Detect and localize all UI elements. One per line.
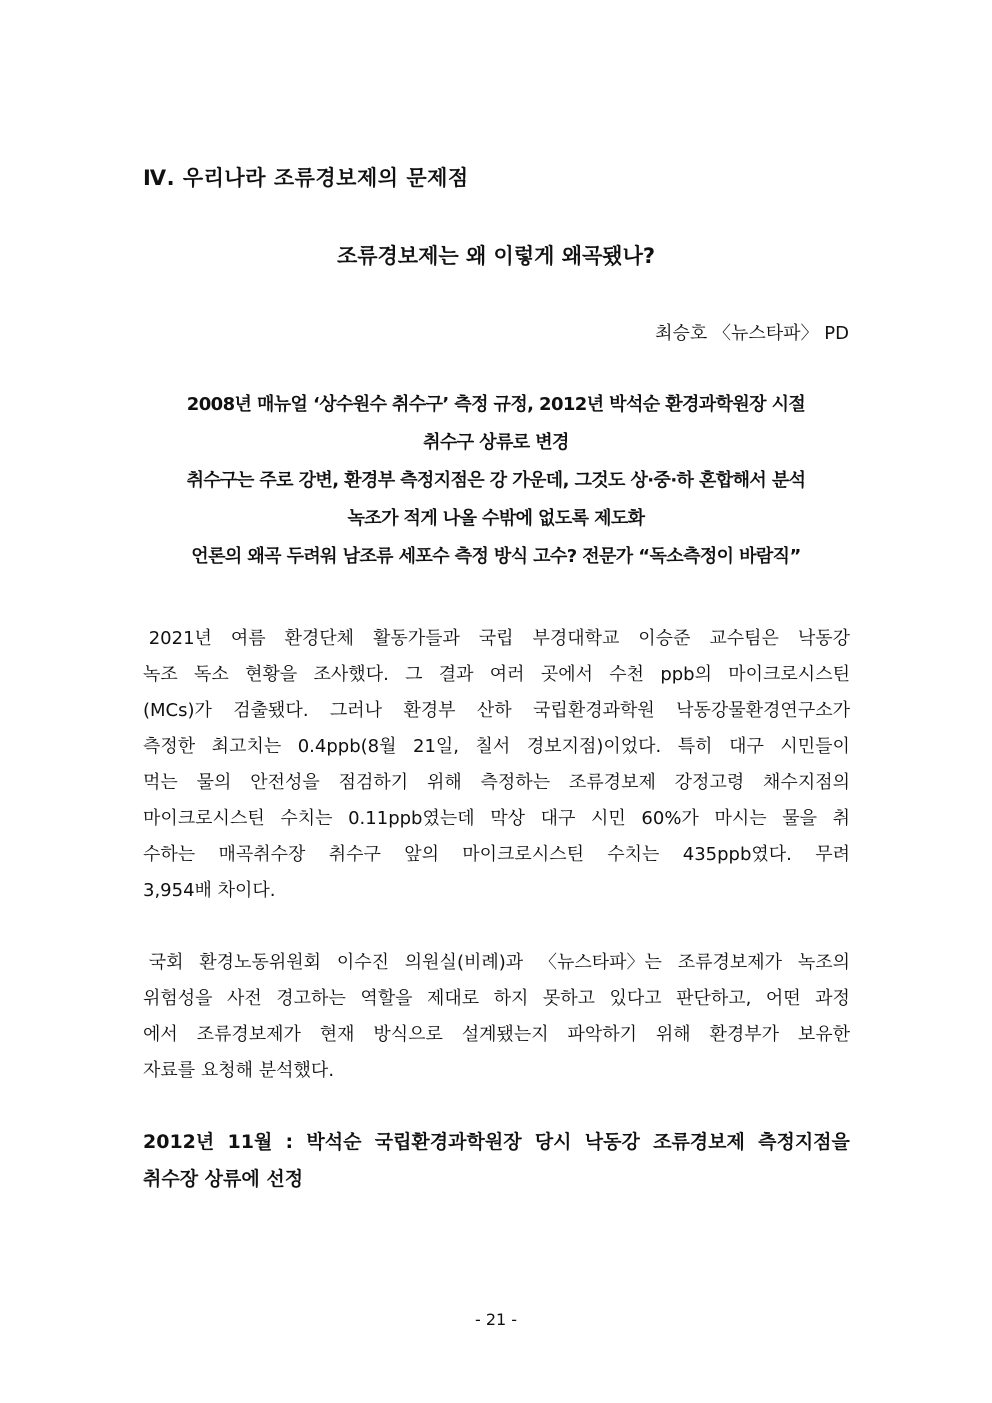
word: 11월	[227, 1131, 273, 1153]
section-heading: Ⅳ. 우리나라 조류경보제의 문제점	[143, 166, 469, 190]
word: 역할을	[360, 988, 413, 1009]
word: 먹는	[143, 772, 178, 793]
word: 에서	[143, 1024, 178, 1045]
body-paragraph-2	[143, 948, 850, 1092]
word: 마이크로시스틴	[728, 664, 850, 685]
word: 녹조	[143, 664, 178, 685]
word: 환경노동위원회	[199, 952, 322, 973]
summary-line: 취수구는 주로 강변, 환경부 측정지점은 강 가운데, 그것도 상·중·하 혼합해서 분석	[186, 470, 806, 491]
word: 수치는	[280, 808, 333, 829]
word: 당시	[534, 1131, 572, 1153]
word: 시민	[591, 808, 626, 829]
subheading	[143, 1127, 850, 1201]
word: 이수진	[336, 952, 389, 973]
word: 특히	[677, 736, 713, 757]
word: 있다고	[609, 988, 662, 1009]
word: 막상	[490, 808, 526, 829]
word: 박석순	[306, 1131, 362, 1153]
word: 매곡취수장	[218, 844, 306, 865]
word: 칠서	[475, 736, 511, 757]
word: 파악하기	[567, 1024, 638, 1045]
paragraph-line	[143, 1020, 850, 1056]
word: 마이크로시스틴	[143, 808, 265, 829]
word: 현재	[319, 1024, 355, 1045]
subheading-line: 취수장 상류에 선정	[143, 1168, 304, 1190]
word: 〈뉴스타파〉는	[538, 952, 662, 973]
paragraph-line: 자료를 요청해 분석했다.	[143, 1060, 335, 1081]
word: 측정하는	[480, 772, 551, 793]
word: 이승준	[638, 628, 691, 649]
word: 어떤	[765, 988, 801, 1009]
article-title: 조류경보제는 왜 이렇게 왜곡됐나?	[336, 244, 656, 268]
word: 위해	[655, 1024, 691, 1045]
word: 활동가들과	[372, 628, 460, 649]
paragraph-line	[143, 732, 850, 768]
word: 곳에서	[540, 664, 593, 685]
word: 국회	[143, 952, 184, 973]
word: 무려	[815, 844, 850, 865]
word: ppb의	[660, 664, 712, 685]
paragraph-line: 3,954배 차이다.	[143, 880, 276, 901]
summary-box	[143, 390, 849, 580]
word: 환경단체	[284, 628, 355, 649]
word: 측정지점을	[758, 1131, 850, 1153]
word: 21일,	[413, 736, 460, 757]
word: 대구	[540, 808, 576, 829]
word: 0.4ppb(8월	[297, 736, 397, 757]
word: 최고치는	[211, 736, 282, 757]
word: 측정한	[143, 736, 196, 757]
word: 여름	[230, 628, 266, 649]
paragraph-line	[143, 984, 850, 1020]
word: 결과	[438, 664, 474, 685]
word: 대구	[729, 736, 764, 757]
word: 수치는	[607, 844, 660, 865]
page-number: - 21 -	[474, 1310, 518, 1329]
word: 위험성을	[143, 988, 213, 1009]
byline: 최승호 〈뉴스타파〉 PD	[655, 323, 849, 344]
word: 2021년	[143, 628, 212, 649]
word: 마시는	[714, 808, 767, 829]
summary-line: 언론의 왜곡 두려워 남조류 세포수 측정 방식 고수? 전문가 “독소측정이 바람직”	[191, 546, 801, 567]
word: 국립	[478, 628, 514, 649]
word: 조류경보제가	[196, 1024, 301, 1045]
word: 0.11ppb였는데	[348, 808, 475, 829]
word: 교수팀은	[709, 628, 779, 649]
word: 판단하고,	[676, 988, 752, 1009]
word: 경보지점)이었다.	[526, 736, 662, 757]
word: 60%가	[641, 808, 699, 829]
paragraph-line	[143, 660, 850, 696]
paragraph-line	[143, 696, 850, 732]
word: 채수지점의	[763, 772, 850, 793]
summary-line: 취수구 상류로 변경	[423, 432, 569, 453]
word: 안전성을	[250, 772, 320, 793]
word: 강정고령	[674, 772, 745, 793]
word: (MCs)가	[143, 700, 212, 721]
word: 여러	[489, 664, 525, 685]
word: 수천	[609, 664, 645, 685]
word: 부경대학교	[532, 628, 620, 649]
word: 환경부	[403, 700, 456, 721]
word: 조류경보제	[568, 772, 656, 793]
word: 못하고	[542, 988, 596, 1009]
word: 조류경보제	[653, 1131, 745, 1153]
body-paragraph-1	[143, 624, 850, 912]
word: 마이크로시스틴	[462, 844, 584, 865]
word: 경고하는	[276, 988, 346, 1009]
word: 환경부가	[709, 1024, 779, 1045]
word: 제대로	[426, 988, 480, 1009]
word: 의원실(비례)과	[404, 952, 524, 973]
word: 사전	[227, 988, 262, 1009]
word: 설계됐는지	[461, 1024, 549, 1045]
word: 현황을	[245, 664, 298, 685]
word: 과정	[815, 988, 850, 1009]
word: 녹조의	[797, 952, 850, 973]
word: 낙동강	[797, 628, 850, 649]
word: 취	[832, 808, 850, 829]
word: 앞의	[404, 844, 439, 865]
word: 그러나	[329, 700, 383, 721]
word: 독소	[194, 664, 229, 685]
paragraph-line	[143, 948, 850, 984]
subheading-line	[143, 1127, 850, 1164]
word: 취수구	[328, 844, 381, 865]
word: :	[285, 1131, 294, 1153]
word: 조사했다.	[313, 664, 389, 685]
paragraph-line	[143, 840, 850, 876]
word: 산하	[476, 700, 512, 721]
word: 위해	[426, 772, 462, 793]
word: 물을	[782, 808, 817, 829]
word: 하지	[493, 988, 529, 1009]
word: 국립환경과학원	[533, 700, 655, 721]
word: 그	[405, 664, 423, 685]
word: 물의	[196, 772, 232, 793]
word: 수하는	[143, 844, 196, 865]
word: 조류경보제가	[677, 952, 783, 973]
word: 점검하기	[338, 772, 409, 793]
paragraph-line	[143, 624, 850, 660]
word: 2012년	[143, 1131, 215, 1153]
word: 방식으로	[373, 1024, 443, 1045]
paragraph-line	[143, 768, 850, 804]
word: 낙동강	[584, 1131, 640, 1153]
word: 낙동강물환경연구소가	[676, 700, 850, 721]
word: 보유한	[797, 1024, 850, 1045]
summary-line: 녹조가 적게 나올 수밖에 없도록 제도화	[347, 508, 645, 529]
word: 435ppb였다.	[682, 844, 792, 865]
paragraph-line	[143, 804, 850, 840]
word: 국립환경과학원장	[374, 1131, 522, 1153]
summary-line: 2008년 매뉴얼 ‘상수원수 취수구’ 측정 규정, 2012년 박석순 환경과학원장 시절	[186, 394, 806, 415]
word: 시민들이	[780, 736, 850, 757]
word: 검출됐다.	[233, 700, 309, 721]
